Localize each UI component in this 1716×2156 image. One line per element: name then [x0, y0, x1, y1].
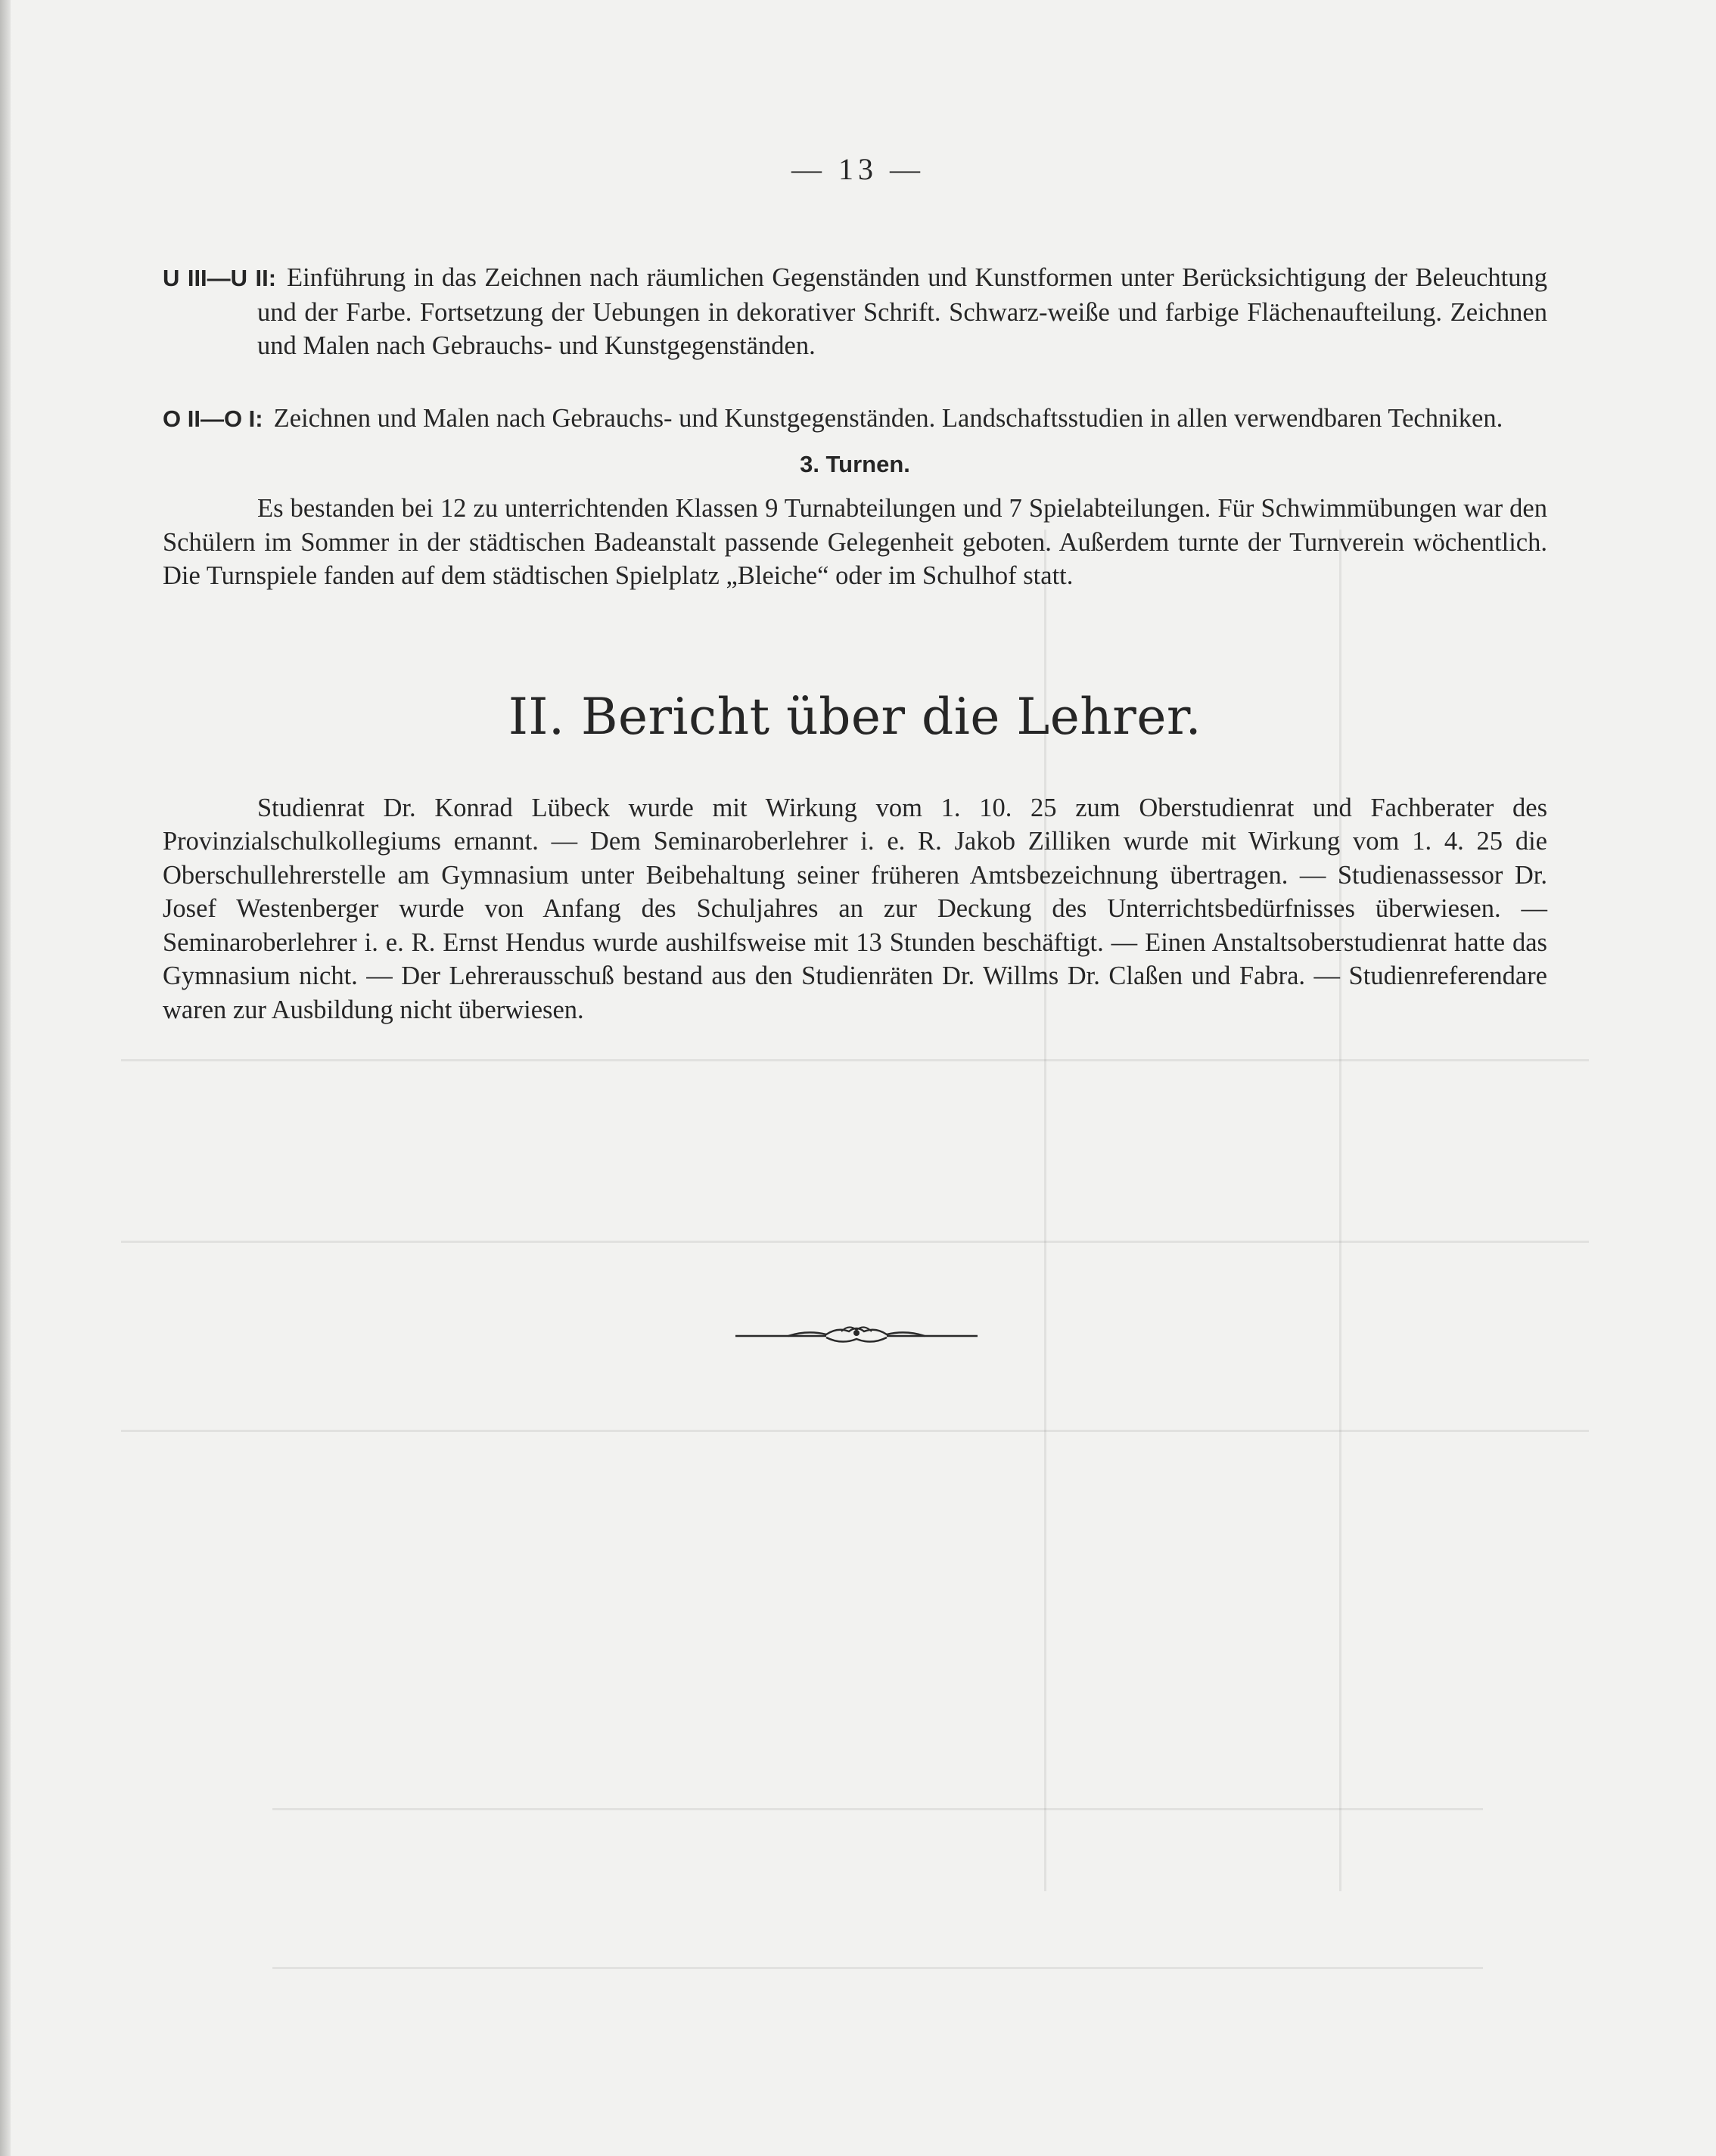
show-through-rule [272, 1808, 1483, 1810]
show-through-rule [272, 1967, 1483, 1969]
drawing-curriculum-oii-oi [163, 402, 1547, 436]
page-number: — 13 — [791, 152, 925, 186]
curriculum-text: Zeichnen und Malen nach Gebrauchs- und Kunstgegenständen. Landschaftsstudien in allen verwendbaren Techniken. [273, 403, 1503, 433]
curriculum-text: Einführung in das Zeichnen nach räumlichen Gegenständen und Kunstformen unter Berücksichtigung der Beleuchtung und der Farbe. Fortsetzung der Uebungen in dekorativer Schrift. Schwarz-weiße und farbige Flächenaufteilung. Zeichnen und Malen nach Gebrauchs- und Kunstgegenständen. [257, 263, 1547, 360]
show-through-rule [121, 1430, 1589, 1432]
subsection-heading-turnen: 3. Turnen. [800, 451, 910, 477]
page-binding-edge [0, 0, 11, 2156]
section-heading-teachers: II. Bericht über die Lehrer. [508, 687, 1202, 746]
class-level-label: O II—O I: [163, 405, 263, 432]
show-through-rule [121, 1059, 1589, 1061]
teachers-paragraph: Studienrat Dr. Konrad Lübeck wurde mit Wirkung vom 1. 10. 25 zum Oberstudienrat und Fachberater des Provinzialschulkollegiums ernannt. — Dem Seminaroberlehrer i. e. R. Jakob Zilliken wurde mit Wirkung vom 1. 4. 25 die Oberschullehrerstelle am Gymnasium unter Beibehaltung seiner früheren Amtsbezeichnung übertragen. — Studienassessor Dr. Josef Westenberger wurde von Anfang des Schuljahres an zur Deckung des Unterrichtsbedürfnisses überwiesen. — Seminaroberlehrer i. e. R. Ernst Hendus wurde aushilfsweise mit 13 Stunden beschäftigt. — Einen Anstaltsoberstudienrat hatte das Gymnasium nicht. — Der Lehrerausschuß bestand aus den Studienräten Dr. Willms Dr. Claßen und Fabra. — Studienreferendare waren zur Ausbildung nicht überwiesen. [163, 793, 1547, 1024]
class-level-label: U III—U II: [163, 265, 277, 291]
drawing-curriculum-uiii-uii [163, 261, 1547, 363]
page-body [163, 261, 1547, 1027]
decorative-rule-ornament-icon [735, 1322, 978, 1350]
turnen-paragraph: Es bestanden bei 12 zu unterrichtenden Klassen 9 Turnabteilungen und 7 Spielabteilungen. Für Schwimmübungen war den Schülern im Sommer in der städtischen Badeanstalt passende Gelegenheit geboten. Außerdem turnte der Turnverein wöchentlich. Die Turnspiele fanden auf dem städtischen Spielplatz „Bleiche“ oder im Schulhof statt. [163, 494, 1547, 590]
show-through-rule [121, 1241, 1589, 1243]
